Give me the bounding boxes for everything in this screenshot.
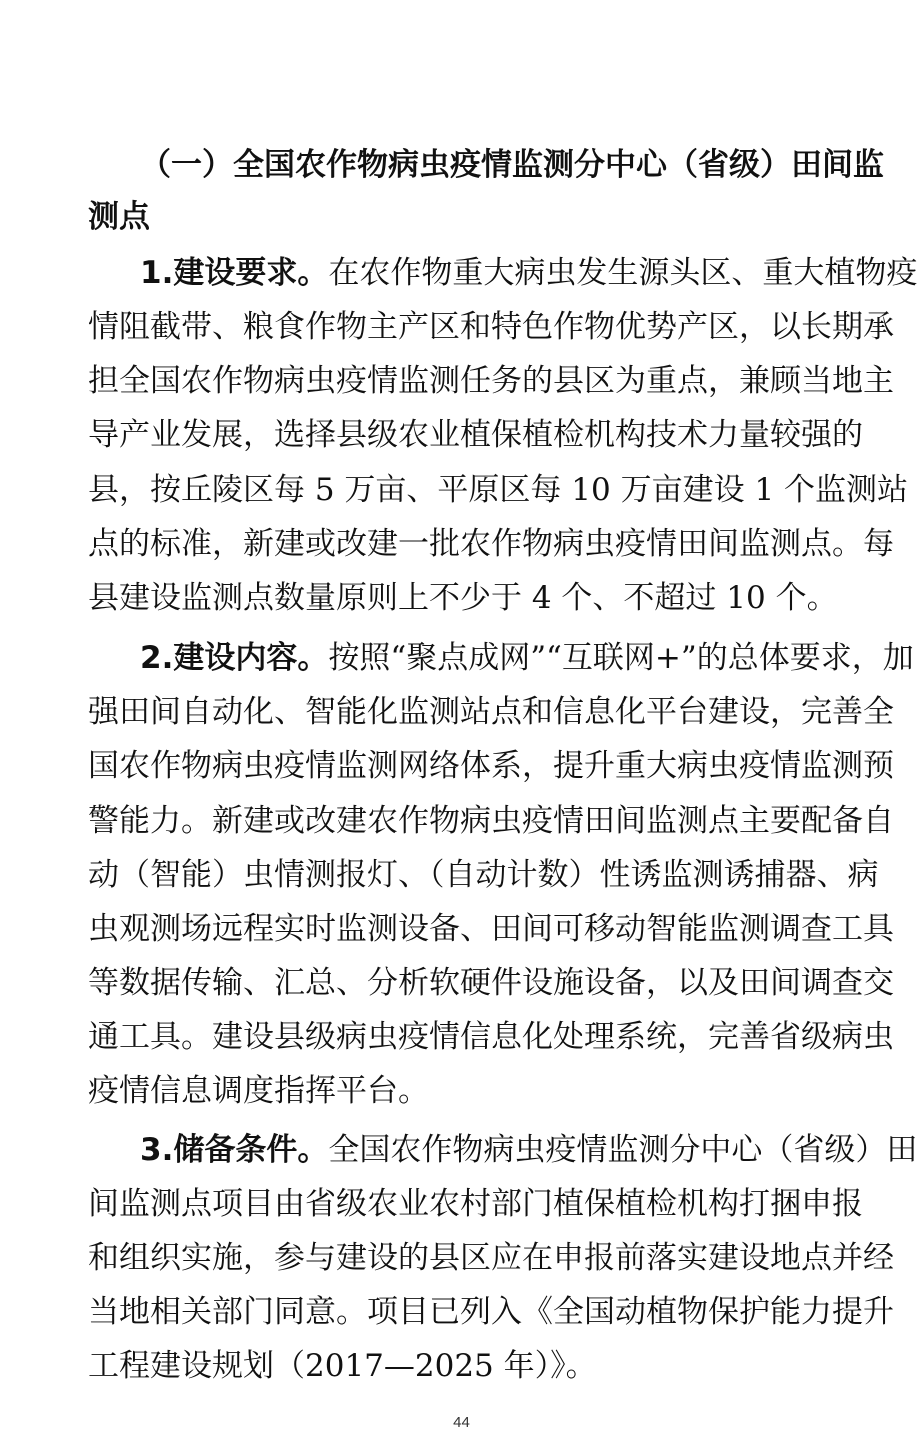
paragraph-1-line-5: 县，按丘陵区每 5 万亩、平原区每 10 万亩建设 1 个监测站: [88, 472, 909, 508]
paragraph-2-line-9: 疫情信息调度指挥平台。: [88, 1073, 429, 1109]
paragraph-2-line-2: 强田间自动化、智能化监测站点和信息化平台建设，完善全: [88, 694, 894, 730]
paragraph-2-line-7: 等数据传输、汇总、分析软硬件设施设备，以及田间调查交: [88, 965, 894, 1001]
paragraph-2-line-4: 警能力。新建或改建农作物病虫疫情田间监测点主要配备自: [88, 803, 894, 839]
paragraph-1-label: 1.建设要求。: [140, 255, 329, 291]
paragraph-2-first-line: 按照“聚点成网”“互联网+”的总体要求，加: [328, 640, 914, 676]
paragraph-3-first-line: 全国农作物病虫疫情监测分中心（省级）田: [328, 1132, 918, 1168]
paragraph-3-line-5: 工程建设规划（2017—2025 年）》。: [88, 1348, 597, 1384]
paragraph-3-line-4: 当地相关部门同意。项目已列入《全国动植物保护能力提升: [88, 1294, 894, 1330]
paragraph-1-line-3: 担全国农作物病虫疫情监测任务的县区为重点，兼顾当地主: [88, 363, 894, 399]
paragraph-1-line-4: 导产业发展，选择县级农业植保植检机构技术力量较强的: [88, 417, 863, 453]
paragraph-2-line-3: 国农作物病虫疫情监测网络体系，提升重大病虫疫情监测预: [88, 748, 894, 784]
paragraph-1-line-1: [140, 247, 918, 299]
paragraph-2-line-8: 通工具。建设县级病虫疫情信息化处理系统，完善省级病虫: [88, 1019, 894, 1055]
paragraph-3-line-1: [140, 1124, 918, 1176]
paragraph-1-line-7: 县建设监测点数量原则上不少于 4 个、不超过 10 个。: [88, 580, 838, 616]
paragraph-1-line-2: 情阻截带、粮食作物主产区和特色作物优势产区，以长期承: [88, 309, 894, 345]
paragraph-2-label: 2.建设内容。: [140, 640, 329, 676]
paragraph-1-line-6: 点的标准，新建或改建一批农作物病虫疫情田间监测点。每: [88, 526, 894, 562]
paragraph-2-line-6: 虫观测场远程实时监测设备、田间可移动智能监测调查工具: [88, 911, 894, 947]
paragraph-3-label: 3.储备条件。: [140, 1132, 329, 1168]
paragraph-2-line-5: 动（智能）虫情测报灯、（自动计数）性诱监测诱捕器、病: [88, 857, 879, 893]
section-heading-line-2: 测点: [88, 199, 150, 235]
paragraph-1-first-line: 在农作物重大病虫发生源头区、重大植物疫: [328, 255, 918, 291]
paragraph-2-line-1: [140, 632, 914, 684]
paragraph-3-line-2: 间监测点项目由省级农业农村部门植保植检机构打捆申报: [88, 1186, 863, 1222]
page-number: 44: [453, 1414, 470, 1431]
section-heading-line-1: （一）全国农作物病虫疫情监测分中心（省级）田间监: [140, 147, 884, 183]
paragraph-3-line-3: 和组织实施，参与建设的县区应在申报前落实建设地点并经: [88, 1240, 894, 1276]
